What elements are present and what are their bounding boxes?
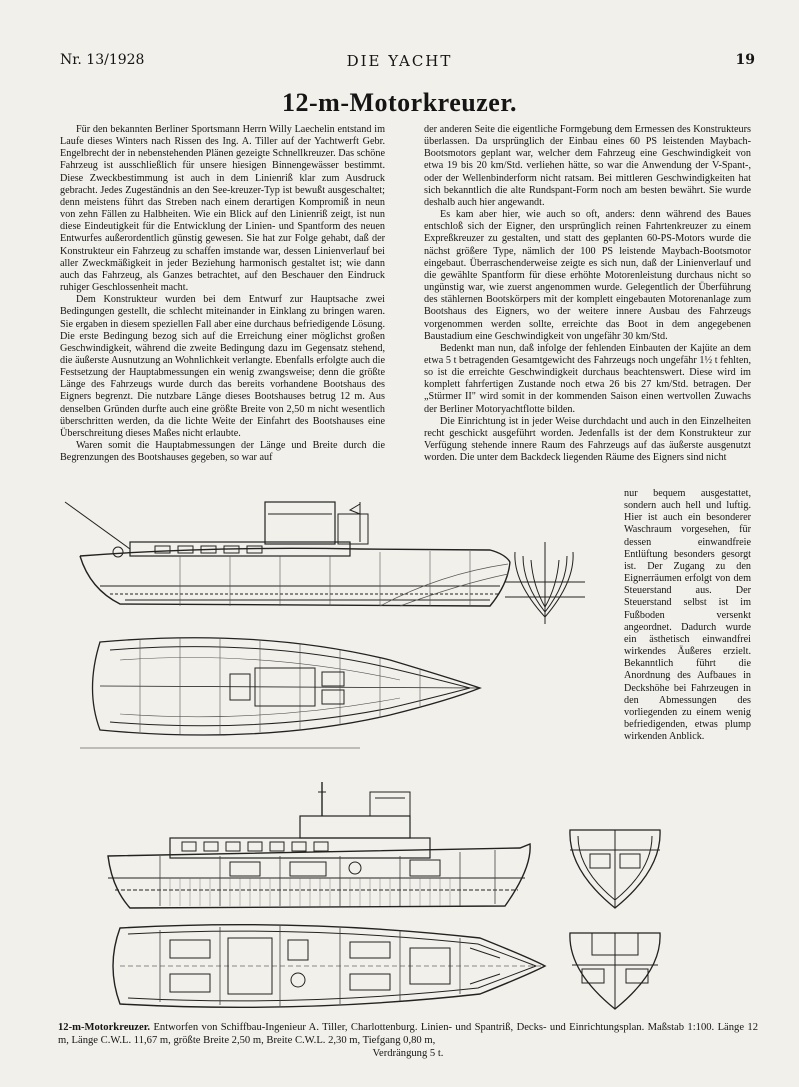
article-title: 12-m-Motorkreuzer. — [282, 88, 517, 117]
paragraph: nur bequem ausgestattet, sondern auch hell und luftig. Hier ist auch ein besonderer Waschraum vorgesehen, für dessen einwandfreie Entlüftung besonders gesorgt ist. Der Zugang zu den Eignerräumen erfolgt von dem Steuerstand aus. Der Steuerstand selbst ist im Fußboden versenkt angeordnet. Dadurch wurde ein ästhetisch einwandfrei wirkendes Äußeres erzielt. Bekanntlich führt die Anordnung des Aufbaues in Deckshöhe bei Fahrzeugen in den Abmessungen des vorliegenden zu einem wenig befriedigenden, etwas plump wirkenden Anblick. — [624, 488, 751, 743]
paragraph: der anderen Seite die eigentliche Formgebung dem Ermessen des Konstrukteurs überlassen. Da ursprünglich der Einbau eines 60 PS leistenden Maybach-Bootsmotors geplant war, welcher dem Fahrzeug eine Geschwindigkeit von etwa 19 bis 20 km/Std. verliehen hätte, so war die Anwendung der V-Spant-, oder der Wellenbinderform nicht ratsam. Bei mittleren Geschwindigkeiten hat sich bekanntlich die alte Rundspant-Form noch am besten bewährt. Sie wurde deshalb auch hier angewandt. — [424, 124, 751, 208]
right-column — [424, 124, 751, 464]
caption-text: Entworfen von Schiffbau-Ingenieur A. Tiller, Charlottenburg. Linien- und Spantriß, Decks- und Einrichtungsplan. Maßstab 1:100. Länge 12 m, Länge C.W.L. 11,67 m, größte Breite 2,50 m, Breite C.W.L. 2,30 m, Tiefgang 0,80 m, — [58, 1022, 758, 1046]
cross-section-drawing — [560, 925, 670, 1015]
page-number: 19 — [735, 52, 755, 68]
paragraph: Dem Konstrukteur wurden bei dem Entwurf zur Hauptsache zwei Bedingungen gestellt, die schlecht miteinander in Einklang zu bringen waren. Sie ergaben in diesem speziellen Fall aber eine durchaus befriedigende Lösung. Die erste Bedingung bezog sich auf die Erreichung einer möglichst großen Geschwindigkeit, während die zweite Bedingung dazu im Gegensatz stehend, die äußerste Ausnutzung an Wohnlichkeit verlangte. Ebenfalls erfolgte auch die Festsetzung der Hauptabmessungen ein wenig zwangsweise; denn die größte Länge des Fahrzeugs wurde durch das bereits vorhandene Bootshaus des Eigners begrenzt. Die nutzbare Länge dieses Bootshauses betrug 12 m. Aus denselben Gründen durfte auch eine größte Breite von 2,50 m nicht wesentlich überschritten werden, da die lichte Weite der Einfahrt des Bootshauses eine Überschreitung dieses Maßes nicht erlaubte. — [60, 294, 385, 439]
paragraph: Es kam aber hier, wie auch so oft, anders: denn während des Baues entschloß sich der Eigner, den ursprünglich reinen Fahrtenkreuzer zu einem Expreßkreuzer zu gestalten, und statt des geplanten 60-PS-Motors wurde die nächst größere Type, nämlich der 100 PS leistende Maybach-Bootsmotor eingebaut. Überraschenderweise zeigte es sich nun, daß der Linienverlauf und die gewählte Spantform für diese erhöhte Motorenleistung durchaus nicht so ungünstig war, wie zuerst angenommen wurde. Gelegentlich der Überführung des stählernen Bootskörpers mit der komplett eingebauten Motorenanlage zum Bootshaus des Eigners, wo der weitere innere Ausbau des Fahrzeugs vorgenommen werden sollte, erreichte das Boot in dem angegebenen Baustadium eine Geschwindigkeit von ungefähr 30 km/Std. — [424, 209, 751, 342]
left-column — [60, 124, 385, 464]
lines-plan-profile-drawing — [60, 494, 620, 624]
interior-profile-drawing — [100, 778, 540, 913]
lines-plan-top-view-drawing — [60, 630, 490, 750]
paragraph: Die Einrichtung ist in jeder Weise durchdacht und auch in den Einzelheiten recht geschickt ausgeführt worden. Jedenfalls ist der dem Konstrukteur zur Verfügung stehende innere Raum des Fahrzeugs auf das äußerste ausgenutzt worden. Die unter dem Backdeck liegenden Räume des Eigners sind nicht — [424, 415, 751, 464]
cross-section-drawing — [560, 820, 670, 915]
deck-arrangement-plan-drawing — [100, 918, 550, 1014]
figure-caption — [58, 1021, 758, 1060]
paragraph: Bedenkt man nun, daß infolge der fehlenden Einbauten der Kajüte an dem etwa 5 t betragenden Gesamtgewicht des Fahrzeugs noch ungefähr 1½ t fehlten, so ist die erreichte Geschwindigkeit durchaus beachtenswert. Diese wird im komplett fahrfertigen Zustande noch etwa 26 bis 27 km/Std. betragen. Der „Stürmer II" wird somit in der kommenden Saison einen wertvollen Zuwachs der Berliner Motoryachtflotte bilden. — [424, 342, 751, 415]
right-narrow-column — [624, 488, 751, 743]
caption-title: 12-m-Motorkreuzer. — [58, 1022, 151, 1033]
caption-last-line: Verdrängung 5 t. — [372, 1048, 444, 1059]
paragraph: Für den bekannten Berliner Sportsmann Herrn Willy Laechelin entstand im Laufe dieses Winters nach Rissen des Ing. A. Tiller auf der Yachtwerft Gebr. Engelbrecht der in nebenstehenden Plänen gezeigte Schnellkreuzer. Das schöne Fahrzeug ist ausschließlich für unsere hiesigen Binnengewässer bestimmt. Diese Zweckbestimmung ist auch in dem Linienriß klar zum Ausdruck gebracht. Jedes Zugeständnis an den See-kreuzer-Typ ist bewußt ausgeschaltet; denn meistens führt das Streben nach einem derartigen Kompromiß in neun von zehn Fällen zu Halbheiten. Wie ein Blick auf den Linienriß zeigt, ist nun diese Eindeutigkeit für die Entwicklung der Linien- und Spantform des neuen Entwurfes außerordentlich günstig gewesen. Sie hat zur Folge gehabt, daß der Konstrukteur ein Fahrzeug zu schaffen imstande war, dessen Linienverlauf bei aller Zweckmäßigkeit in jeder Beziehung harmonisch gestaltet ist; wie dann auch das Fahrzeug, als Ganzes betrachtet, auf den Beschauer den Eindruck ruhiger Geschlossenheit macht. — [60, 124, 385, 294]
paragraph: Waren somit die Hauptabmessungen der Länge und Breite durch die Begrenzungen des Bootshauses gegeben, so war auf — [60, 440, 385, 464]
issue-number: Nr. 13/1928 — [60, 52, 145, 68]
journal-name: DIE YACHT — [346, 52, 453, 70]
